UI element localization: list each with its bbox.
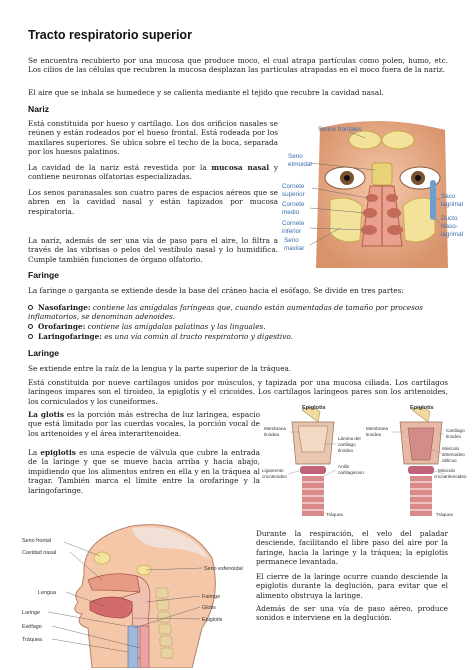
- laringe-paragraph-1: Se extiende entre la raíz de la lengua y la parte superior de la tráquea.: [28, 364, 292, 373]
- faringe-paragraph-1: La faringe o garganta se extiende desde la base del cráneo hacia el esófago. Se divide en tres partes:: [28, 286, 404, 295]
- label-cornete-superior-2: superior: [282, 191, 305, 198]
- label-traquea: Tráquea: [22, 637, 42, 643]
- label-membrana-tiroidea-l1: Membrana: [264, 426, 286, 431]
- nasal-sinus-figure: [280, 118, 470, 268]
- label-ligamento-2: cricotiroideo: [262, 474, 287, 479]
- label-glotis: Glotis: [202, 605, 216, 611]
- nariz-paragraph-3: Los senos paranasales son cuatro pares de espacios aéreos que se abren en la cavidad nasal y están tapizados por mucosa respiratoria.: [28, 188, 278, 216]
- label-lamina-1: Lámina del: [338, 436, 361, 441]
- laringe-paragraph-cierre: El cierre de la laringe ocurre cuando desciende la epiglotis durante la deglución, para evitar que el alimento obstruya la laringe.: [256, 572, 448, 600]
- label-seno-etmoidal-2: etmoidal: [288, 161, 312, 168]
- bullet-circle-icon: [28, 324, 33, 329]
- label-traquea-left: Tráquea: [326, 512, 343, 517]
- label-cavidad-nasal: Cavidad nasal: [22, 550, 57, 556]
- label-ducto-1: Ducto: [441, 215, 458, 222]
- label-faringe: Faringe: [202, 594, 221, 600]
- label-epiglotis: Epiglotis: [202, 617, 223, 623]
- laringe-paragraph-2: Está constituida por nueve cartílagos unidos por músculos, y tapizada por una mucosa ciliada. Los cartílagos laríngeos impares son el tiroideo, la epiglotis y el cricoides. Los cartílagos laríngeos pares son los aritenoides, los corniculados y los cuneiformes.: [28, 378, 448, 406]
- faringe-heading: Faringe: [28, 270, 60, 280]
- intro-paragraph-2: El aire que se inhala se humedece y se calienta mediante el tejido que recubre la cavidad nasal.: [28, 88, 384, 97]
- laringe-heading: Laringe: [28, 348, 60, 358]
- nariz-paragraph-4: La nariz, además de ser una vía de paso para el aire, lo filtra a través de las vibrisas o pelos del vestíbulo nasal y lo humidifica. Cumple también funciones de órgano olfatorio.: [28, 236, 278, 264]
- label-ducto-2: Naso-: [441, 223, 458, 230]
- faringe-bullet-nasofaringe: Nasofaringe: contiene las amígdalas faríngeas que, cuando están aumentadas de tamaño por procesos inflamatorios, se denominan adenoides.: [28, 303, 424, 322]
- intro-paragraph-1: Se encuentra recubierto por una mucosa que produce moco, el cual atrapa partículas como polen, humo, etc. Los cilios de las células que recubren la mucosa desplazan las partículas atrapadas en el moco fuera de la nariz.: [28, 56, 448, 75]
- larynx-figure: [262, 404, 470, 524]
- label-musculo-arit-3: oblicuo: [442, 458, 457, 463]
- label-cartilago-tiroideo-1: Cartílago: [446, 428, 465, 433]
- nariz-paragraph-1: Está constituida por hueso y cartílago. Los dos orificios nasales se reúnen y están rodeados por el hueso frontal. Está rodeada por los maxilares superiores. Se ubica sobre el techo de la boca, separada por los huesos palatinos.: [28, 119, 278, 157]
- bullet-circle-icon: [28, 334, 33, 339]
- laringe-paragraph-glotis: La glotis es la porción más estrecha de luz laringea, espacio que está limitado por las cuerdas vocales, la porción vocal de los aritenoides y el área interaritenoidea.: [28, 410, 261, 438]
- nariz-paragraph-2: La cavidad de la nariz está revestida por la mucosa nasal y contiene neuronas olfatorias especializadas.: [28, 163, 278, 182]
- label-musculo-crico-1: Músculo: [438, 468, 456, 473]
- head-sagittal-figure: [22, 518, 252, 668]
- label-seno-maxilar-1: Seno: [284, 237, 299, 244]
- label-cornete-inferior-1: Cornete: [282, 220, 305, 227]
- label-traquea-right: Tráquea: [436, 512, 453, 517]
- label-membrana-tiroidea-r2: tiroidea: [366, 432, 382, 437]
- label-seno-etmoidal-1: Seno: [288, 153, 303, 160]
- label-laringe: Laringe: [22, 610, 40, 616]
- label-anillo-2: cartilaginoso: [338, 470, 364, 475]
- label-cornete-superior-1: Cornete: [282, 183, 305, 190]
- label-musculo-crico-2: cricoaritenoideo: [434, 474, 467, 479]
- label-membrana-tiroidea-l2: tiroidea: [264, 432, 280, 437]
- bullet-circle-icon: [28, 305, 33, 310]
- label-cartilago-tiroideo-2: tiroideo: [446, 434, 462, 439]
- label-cornete-medio-1: Cornete: [282, 201, 305, 208]
- laringe-paragraph-respiracion: Durante la respiración, el velo del paladar desciende, facilitando el libre paso del aire por la faringe, hacia la laringe y la tráquea; la epiglotis permanece levantada.: [256, 529, 448, 567]
- faringe-bullet-laringofaringe: Laringofaringe: es una vía común al tracto respiratorio y digestivo.: [28, 332, 448, 341]
- label-seno-frontal: Seno frontal: [22, 538, 52, 544]
- laringe-paragraph-sonidos: Además de ser una vía de paso aéreo, produce sonidos e interviene en la deglución.: [256, 604, 448, 623]
- label-cornete-inferior-2: inferior: [282, 228, 302, 235]
- label-lamina-3: tiroideo: [338, 448, 354, 453]
- label-senos-frontales: Senos frontales: [318, 126, 362, 133]
- label-lamina-2: cartílago: [338, 442, 356, 447]
- page-title: Tracto respiratorio superior: [28, 28, 192, 42]
- label-musculo-arit-1: Músculo: [442, 446, 460, 451]
- label-esofago: Esófago: [22, 624, 42, 630]
- label-saco-1: Saco: [441, 193, 456, 200]
- label-saco-2: lagrimal: [441, 201, 464, 208]
- label-cornete-medio-2: medio: [282, 209, 300, 216]
- label-epiglotis-left: Epiglotis: [302, 405, 326, 411]
- label-musculo-arit-2: aritenoideo: [442, 452, 465, 457]
- label-ducto-3: lagrimal: [441, 231, 464, 238]
- faringe-bullet-orofaringe: Orofaringe: contiene las amígdalas palatinas y las linguales.: [28, 322, 448, 331]
- label-ligamento-1: Ligamento: [262, 468, 284, 473]
- label-seno-esfenoidal: Seno esfenoidal: [204, 566, 243, 572]
- label-seno-maxilar-2: maxilar: [284, 245, 305, 252]
- label-membrana-tiroidea-r1: Membrana: [366, 426, 388, 431]
- laringe-paragraph-epiglotis: La epiglotis es una especie de válvula que cubre la entrada de la laringe y que se mueve hacia arriba y hacia abajo, impidiendo que los alimentos entren en ella y en la tráquea al tragar. También marca el límite entre la orofaringe y la laringofaringe.: [28, 448, 260, 495]
- label-epiglotis-right: Epiglotis: [410, 405, 434, 411]
- label-lengua: Lengua: [38, 590, 56, 596]
- nariz-heading: Nariz: [28, 104, 50, 114]
- label-anillo-1: Anillo: [338, 464, 350, 469]
